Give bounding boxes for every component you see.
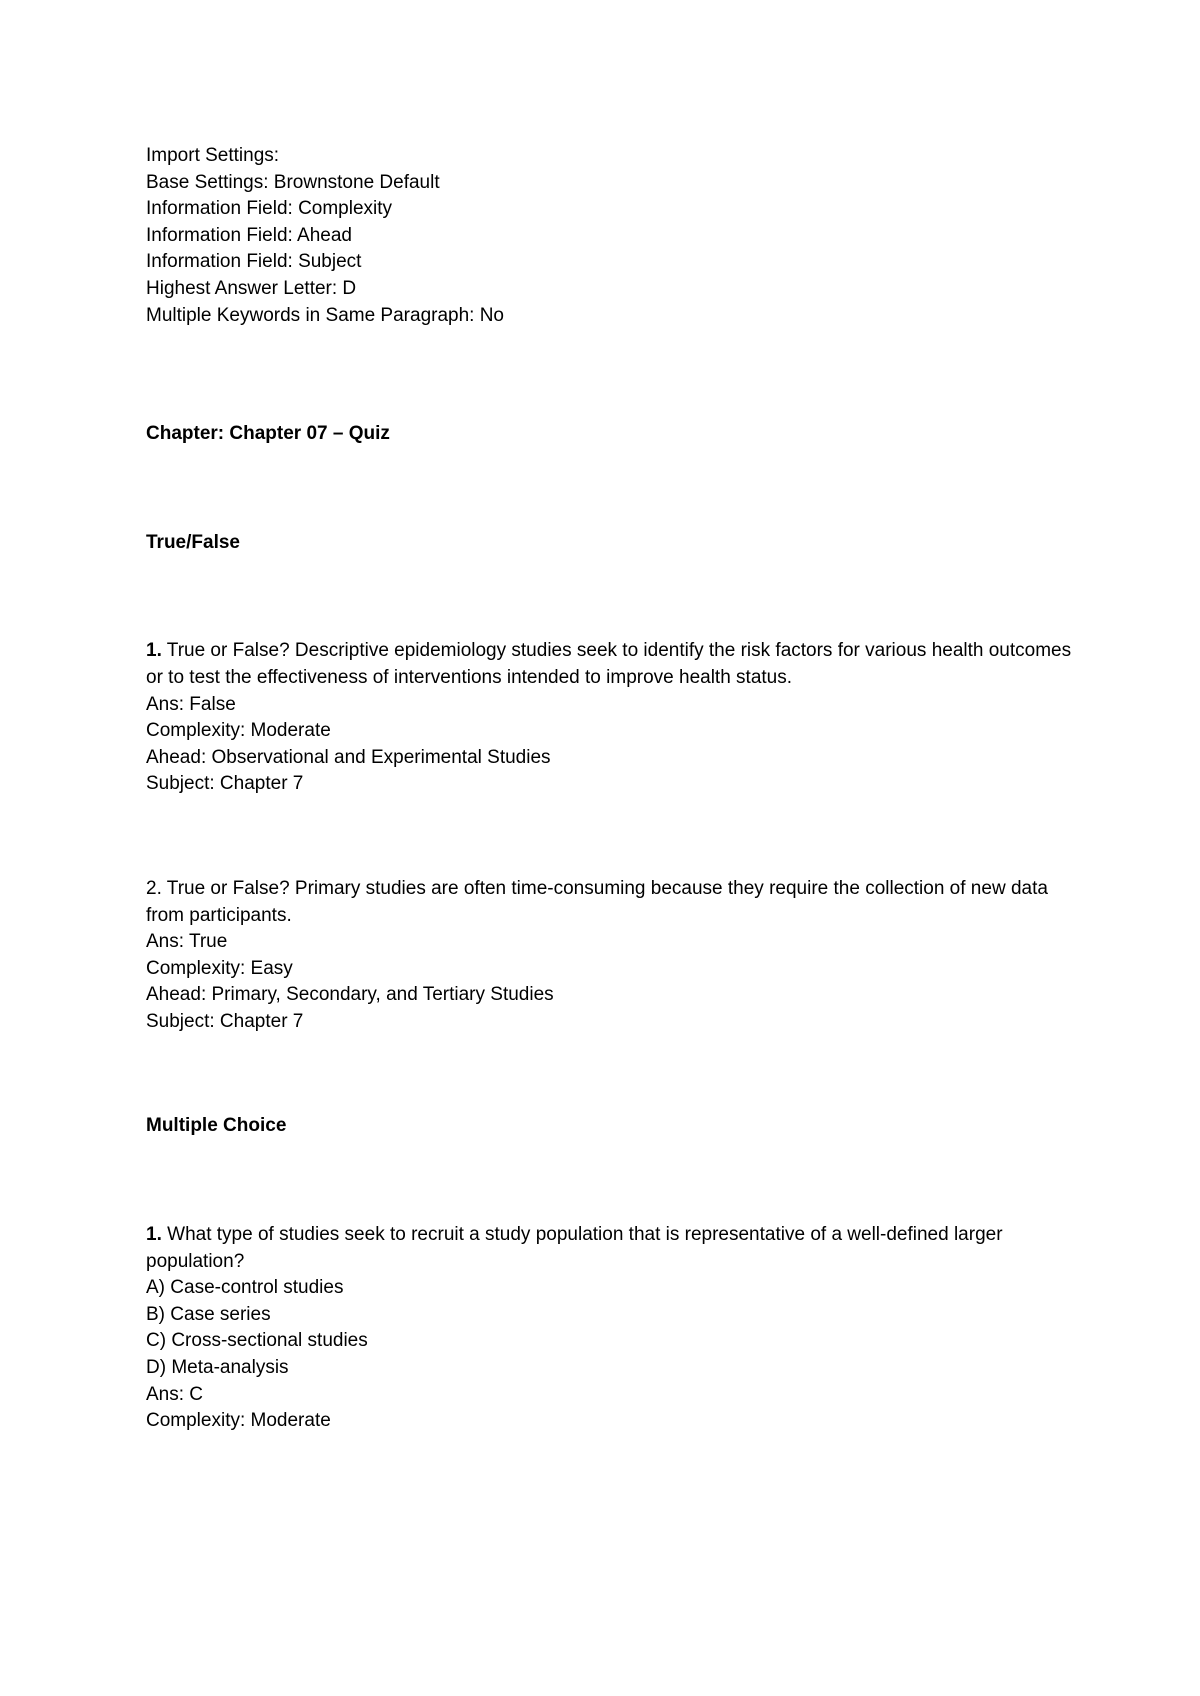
settings-line: Information Field: Ahead (146, 224, 352, 246)
question-text (146, 1222, 1086, 1275)
settings-line: Information Field: Complexity (146, 198, 393, 220)
answer-line: Ans: C (146, 1383, 204, 1405)
answer-option-d: D) Meta-analysis (146, 1357, 289, 1379)
answer-line: Ans: False (146, 693, 236, 715)
question-body: True or False? Descriptive epidemiology studies seek to identify the risk factors for various health outcomes or to test the effectiveness of interventions intended to improve health status. (146, 640, 1072, 688)
true-false-question-1 (146, 638, 1086, 798)
settings-line: Base Settings: Brownstone Default (146, 171, 440, 193)
complexity-line: Complexity: Moderate (146, 720, 331, 742)
question-body: True or False? Primary studies are often time-consuming because they require the collection of new data from participants. (146, 877, 1048, 926)
answer-option-c: C) Cross-sectional studies (146, 1330, 368, 1352)
answer-line: Ans: True (146, 931, 228, 953)
subject-line: Subject: Chapter 7 (146, 1010, 304, 1032)
settings-line: Information Field: Subject (146, 251, 362, 273)
answer-option-b: B) Case series (146, 1303, 271, 1325)
chapter-heading: Chapter: Chapter 07 – Quiz (146, 423, 390, 445)
document-page (146, 143, 1086, 1435)
answer-option-a: A) Case-control studies (146, 1277, 344, 1299)
question-text (146, 638, 1086, 691)
true-false-question-2 (146, 876, 1086, 1036)
question-number: 1. (146, 640, 162, 662)
ahead-line: Ahead: Observational and Experimental Studies (146, 746, 551, 768)
multiple-choice-question-1 (146, 1222, 1086, 1435)
question-number: 1. (146, 1224, 162, 1246)
complexity-line: Complexity: Easy (146, 957, 293, 979)
complexity-line: Complexity: Moderate (146, 1410, 331, 1432)
true-false-heading: True/False (146, 531, 240, 553)
question-text (146, 876, 1086, 929)
question-body: What type of studies seek to recruit a study population that is representative of a well-defined larger population? (146, 1224, 1003, 1272)
subject-line: Subject: Chapter 7 (146, 773, 304, 795)
settings-line: Multiple Keywords in Same Paragraph: No (146, 304, 505, 326)
import-settings-block (146, 143, 1086, 329)
settings-line: Highest Answer Letter: D (146, 277, 357, 299)
question-number: 2. (146, 877, 162, 899)
settings-line: Import Settings: (146, 145, 280, 166)
ahead-line: Ahead: Primary, Secondary, and Tertiary Studies (146, 984, 554, 1006)
multiple-choice-heading: Multiple Choice (146, 1115, 287, 1137)
